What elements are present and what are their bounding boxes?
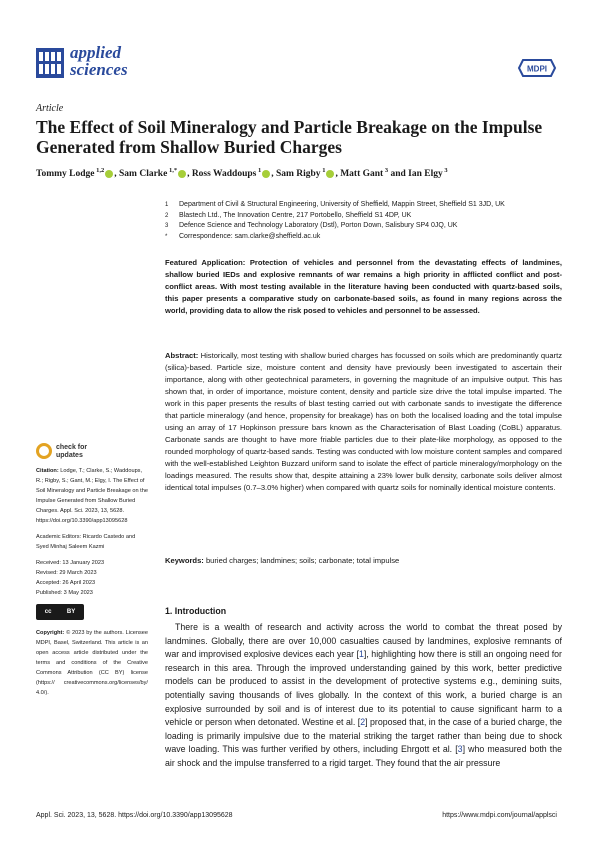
abstract xyxy=(165,350,562,494)
cc-badge-left: cc xyxy=(44,609,52,615)
author-affiliation-sup: 1,2 xyxy=(94,167,105,174)
journal-name-line2: sciences xyxy=(70,60,128,79)
publisher-name: MDPI xyxy=(527,64,547,74)
journal-logo-icon xyxy=(36,48,64,78)
author-affiliation-sup: 1 xyxy=(256,167,262,174)
article-type: Article xyxy=(36,103,64,114)
author-name: Ross Waddoups xyxy=(191,169,257,180)
intro-text-run: There is a wealth of research and activity across the world to combat the threat posed by landmines. Globally, there are over 10,000 casualties caused by landmines, explosive remnants of war and improvised explosive devices each year [ xyxy=(165,622,562,660)
affiliation-text: Blastech Ltd., The Innovation Centre, 217 Portobello, Sheffield S1 4DP, UK xyxy=(179,211,412,219)
featured-application: Featured Application: Protection of vehicles and personnel from the devastating effects of landmines, shallow buried IEDs and explosive remnants of war remains a high priority in afflicted conflict and post-conflict areas. With most testing available in the literature having been conducted with quartz-based soils, this paper presents a comparative study on carbonate-based soils, as found in many regions across the world, providing data to allow the risk posed to vehicles and personnel to be assessed. xyxy=(165,258,562,315)
journal-name[interactable] xyxy=(70,44,128,78)
author-name: Sam Clarke xyxy=(119,169,168,180)
keywords xyxy=(165,556,562,565)
author-affiliation-sup: 1 xyxy=(320,167,326,174)
date-published: Published: 3 May 2023 xyxy=(36,590,93,596)
cc-by-license-icon[interactable] xyxy=(36,604,84,620)
copyright-notice xyxy=(36,628,148,698)
affiliation-number: 1 xyxy=(165,202,169,208)
citation-text[interactable]: Lodge, T.; Clarke, S.; Waddoups, R.; Rigby, S.; Gant, M.; Elgy, I. The Effect of Soil Mineralogy and Particle Breakage on the Impulse Generated from Shallow Buried Charges. Appl. Sci. 2023, 13, 5628. https://doi.org/10.3390/app13095628 xyxy=(36,468,148,524)
orcid-icon[interactable] xyxy=(105,170,113,178)
author-name: Tommy Lodge xyxy=(36,169,95,180)
footer-citation[interactable]: Appl. Sci. 2023, 13, 5628. https://doi.org/10.3390/app13095628 xyxy=(36,812,233,819)
abstract-label: Abstract: xyxy=(165,351,199,360)
affiliations xyxy=(165,200,565,242)
author-name: Matt Gant xyxy=(340,169,384,180)
reference-link[interactable]: 1 xyxy=(359,649,364,660)
academic-editors: Academic Editors: Ricardo Castedo and Syed Minhaj Saleem Kazmi xyxy=(36,534,136,550)
intro-text-run: ] proposed that, in the case of a buried charge, the loading is primarily impulsive due to the material striking the target rather than being due to shock wave loading. This was further verified by others, including Ehrgott et al. [ xyxy=(165,717,562,755)
date-accepted: Accepted: 26 April 2023 xyxy=(36,580,96,586)
footer-journal-url[interactable]: https://www.mdpi.com/journal/applsci xyxy=(442,812,557,819)
affiliation-text: Department of Civil & Structural Engineering, University of Sheffield, Mappin Street, Sheffield S1 3JD, UK xyxy=(179,201,505,208)
affiliation-row xyxy=(165,221,565,232)
orcid-icon[interactable] xyxy=(262,170,270,178)
orcid-icon[interactable] xyxy=(178,170,186,178)
cc-badge-right: BY xyxy=(66,609,76,615)
date-received: Received: 13 January 2023 xyxy=(36,560,105,566)
affiliation-row xyxy=(165,211,565,222)
affiliation-number: 3 xyxy=(165,223,169,229)
citation-label: Citation: xyxy=(36,468,59,474)
section-heading-introduction: 1. Introduction xyxy=(165,606,227,616)
mdpi-logo-icon[interactable] xyxy=(517,58,557,78)
orcid-icon[interactable] xyxy=(326,170,334,178)
affiliation-text: Defence Science and Technology Laboratory (Dstl), Porton Down, Salisbury SP4 0JQ, UK xyxy=(179,222,458,229)
author-affiliation-sup: 3 xyxy=(383,167,389,174)
affiliation-number: * xyxy=(165,233,168,240)
author-affiliation-sup: 1,* xyxy=(167,167,178,174)
reference-link[interactable]: 2 xyxy=(360,717,366,728)
abstract-text: Historically, most testing with shallow buried charges has focussed on soils which are predominantly quartz (silica)-based. Particle size, moisture content and density have previously been investigated to ascertain their importance, along with other geotechnical parameters, in governing the magnitude of an impulsive output. This has shown that, in order of importance, moisture content, density and particle size drive the total impulse imparted. The work in this paper presents the results of blast testing carried out with carbonate sands to investigate the difference that particle mineralogy (and hence, propensity for breakage) has on both the localised loading and the total impulse using an array of 17 Hopkinson pressure bars known as the Characterisation of Blast Loading (CoBL) apparatus. Carbonate sands are thought to have more friable particles due to their plate-like morphology, as opposed to the rounded morphology of quartz-based sands. Testing was conducted with low moisture content samples and compared with the well-established Leighton Buzzard uniform sand to isolate the effect of particle mineralogy/morphology on the loadings measured. The results show that, despite attaining a 23% lower bulk density, carbonate soils deliver almost identical total impulses (0.7–3.0% higher) when compared with quartz soils for nominally identical moisture contents. xyxy=(165,351,562,492)
affiliation-text: Correspondence: sam.clarke@sheffield.ac.uk xyxy=(179,232,321,240)
intro-text-run: ], highlighting how there is still an ongoing need for research in this area. Through the improved understanding gained by this work, better predictive models can be produced to assist in the development of protective systems e.g., demining suits, potentially saving thousands of lives globally. In the context of this work, a buried charge is an explosive surrounded by soil and is of interest due to its potential to cause significant harm to a vehicle or person when detonated. Westine et al. [ xyxy=(165,649,562,728)
citation xyxy=(36,466,148,526)
affiliation-row xyxy=(165,232,565,243)
copyright-text: © 2023 by the authors. Licensee MDPI, Basel, Switzerland. This article is an open access article distributed under the terms and conditions of the Creative Commons Attribution (CC BY) license (https:// creativecommons.org/licenses/by/ 4.0/). xyxy=(36,630,148,696)
article-sidebar xyxy=(36,466,148,698)
keywords-text: buried charges; landmines; soils; carbonate; total impulse xyxy=(205,556,400,565)
copyright-label: Copyright: xyxy=(36,630,65,636)
check-updates-icon[interactable] xyxy=(36,443,52,459)
dates xyxy=(36,558,148,598)
affiliation-row xyxy=(165,200,565,211)
affiliation-number: 2 xyxy=(165,212,169,219)
check-updates-line1: check for xyxy=(56,444,88,451)
introduction-paragraph xyxy=(165,621,562,771)
check-updates-label[interactable] xyxy=(56,444,87,460)
article-title: The Effect of Soil Mineralogy and Particle Breakage on the Impulse Generated from Shallow Buried Charges xyxy=(36,117,543,157)
keywords-label: Keywords: xyxy=(165,556,204,565)
journal-name-line1: applied xyxy=(70,43,121,62)
reference-link[interactable]: 3 xyxy=(457,744,463,755)
author-affiliation-sup: 3 xyxy=(442,167,448,174)
date-revised: Revised: 29 March 2023 xyxy=(36,570,97,576)
author-list: Tommy Lodge $^{1,2}$ , Sam Clarke $^{1,*}$ , Ross Waddoups $^1$ , Sam Rigby $^1$ , Matt Gant $^3$ and Ian Elgy $^3$ xyxy=(36,167,448,180)
author-name: Ian Elgy xyxy=(408,169,443,180)
author-name: Sam Rigby xyxy=(275,169,321,180)
intro-text-run: ] who measured both the air shock and the impulse transferred to a rigid target. They found that the air pressure xyxy=(165,744,562,768)
check-updates-line2: updates xyxy=(56,452,83,459)
